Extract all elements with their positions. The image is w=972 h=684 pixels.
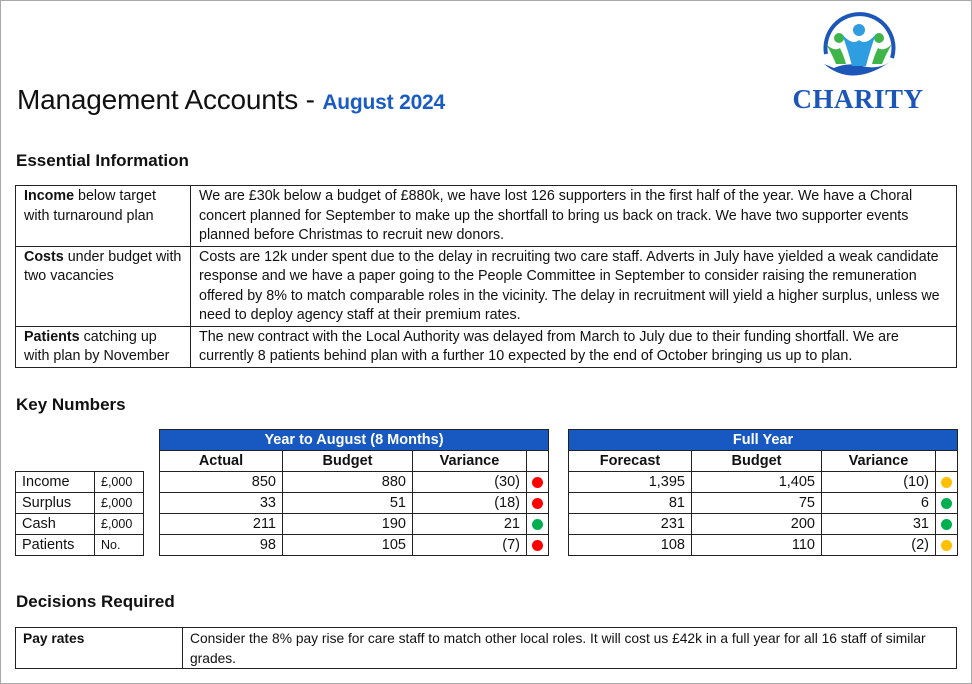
number-row bbox=[569, 514, 958, 535]
status-cell bbox=[936, 493, 958, 514]
essential-label-bold: Income bbox=[24, 188, 75, 204]
status-cell bbox=[527, 514, 549, 535]
logo-emblem-icon bbox=[782, 8, 934, 88]
key-numbers-heading: Key Numbers bbox=[16, 395, 126, 414]
metric-name: Cash bbox=[16, 514, 95, 535]
number-row bbox=[569, 535, 958, 556]
title-month: August 2024 bbox=[322, 91, 446, 114]
essential-text: We are £30k below a budget of £880k, we have lost 126 supporters in the first half of the year. We have a Choral concert planned for September to make up the shortfall to bring us back on track. We have two supporter events planned before Christmas to recruit new donors. bbox=[191, 186, 957, 247]
decisions-heading: Decisions Required bbox=[16, 592, 175, 611]
essential-label-rest: below target with turnaround plan bbox=[24, 188, 156, 224]
essential-text: Costs are 12k under spent due to the delay in recruiting two care staff. Adverts in July have yielded a weak candidate response and we have a paper going to the People Committee in September to consider raising the remuneration offered by 8% to match comparable roles in the vicinity. The delay in recruitment will yield a higher surplus, unless we need to deploy agency staff at their premium rates. bbox=[191, 246, 957, 326]
essential-label bbox=[16, 326, 191, 367]
budget-cell: 190 bbox=[283, 514, 413, 535]
status-red-icon bbox=[532, 498, 543, 509]
value-cell: 108 bbox=[569, 535, 692, 556]
status-green-icon bbox=[941, 519, 952, 530]
budget-cell: 880 bbox=[283, 472, 413, 493]
metric-unit: £,000 bbox=[95, 514, 144, 535]
status-cell bbox=[527, 472, 549, 493]
essential-label-bold: Patients bbox=[24, 328, 80, 345]
metric-row bbox=[16, 493, 144, 514]
status-amber-icon bbox=[941, 540, 952, 551]
variance-cell: (18) bbox=[413, 493, 527, 514]
status-green-icon bbox=[532, 519, 543, 530]
budget-cell: 1,405 bbox=[692, 472, 822, 493]
budget-cell: 105 bbox=[283, 535, 413, 556]
decision-label: Pay rates bbox=[16, 628, 183, 669]
value-cell: 211 bbox=[160, 514, 283, 535]
essential-label-bold: Costs bbox=[24, 248, 64, 265]
full-year-table bbox=[568, 429, 958, 556]
essential-row bbox=[16, 246, 957, 326]
metrics-table bbox=[15, 471, 144, 556]
number-row bbox=[160, 493, 549, 514]
status-red-icon bbox=[532, 477, 543, 488]
ytd-col-budget: Budget bbox=[283, 451, 413, 472]
essential-label bbox=[16, 186, 191, 247]
budget-cell: 51 bbox=[283, 493, 413, 514]
status-cell bbox=[936, 514, 958, 535]
variance-cell: 21 bbox=[413, 514, 527, 535]
title-text: Management Accounts - bbox=[17, 84, 323, 115]
logo-text: CHARITY bbox=[792, 84, 924, 114]
status-green-icon bbox=[941, 498, 952, 509]
fy-col-budget: Budget bbox=[692, 451, 822, 472]
metric-name: Patients bbox=[16, 535, 95, 556]
variance-cell: (30) bbox=[413, 472, 527, 493]
metric-unit: £,000 bbox=[95, 472, 144, 493]
essential-label-rest: catching up with plan by November bbox=[24, 328, 170, 364]
essential-row bbox=[16, 326, 957, 367]
essential-heading: Essential Information bbox=[16, 151, 189, 170]
ytd-banner: Year to August (8 Months) bbox=[160, 430, 549, 451]
status-cell bbox=[936, 472, 958, 493]
budget-cell: 110 bbox=[692, 535, 822, 556]
status-cell bbox=[527, 535, 549, 556]
ytd-col-variance: Variance bbox=[413, 451, 527, 472]
value-cell: 850 bbox=[160, 472, 283, 493]
metric-row bbox=[16, 514, 144, 535]
number-row bbox=[160, 535, 549, 556]
page-title bbox=[17, 84, 445, 116]
decision-text: Consider the 8% pay rise for care staff to match other local roles. It will cost us £42k in a full year for all 16 staff of similar grades. bbox=[183, 628, 957, 669]
status-cell bbox=[527, 493, 549, 514]
metric-row bbox=[16, 472, 144, 493]
status-cell bbox=[936, 535, 958, 556]
essential-label-rest: under budget with two vacancies bbox=[24, 248, 182, 284]
ytd-col-actual: Actual bbox=[160, 451, 283, 472]
metric-row bbox=[16, 535, 144, 556]
number-row bbox=[160, 472, 549, 493]
fy-col-forecast: Forecast bbox=[569, 451, 692, 472]
variance-cell: (2) bbox=[822, 535, 936, 556]
metric-name: Income bbox=[16, 472, 95, 493]
charity-logo bbox=[782, 8, 934, 118]
essential-row bbox=[16, 186, 957, 247]
variance-cell: (7) bbox=[413, 535, 527, 556]
metric-name: Surplus bbox=[16, 493, 95, 514]
number-row bbox=[160, 514, 549, 535]
fy-col-variance: Variance bbox=[822, 451, 936, 472]
essential-label bbox=[16, 246, 191, 326]
metric-unit: £,000 bbox=[95, 493, 144, 514]
decision-row bbox=[16, 628, 957, 669]
metric-unit: No. bbox=[95, 535, 144, 556]
budget-cell: 75 bbox=[692, 493, 822, 514]
number-row bbox=[569, 472, 958, 493]
status-amber-icon bbox=[941, 477, 952, 488]
full-year-banner: Full Year bbox=[569, 430, 958, 451]
value-cell: 98 bbox=[160, 535, 283, 556]
number-row bbox=[569, 493, 958, 514]
ytd-table bbox=[159, 429, 549, 556]
fy-col-status bbox=[936, 451, 958, 472]
status-red-icon bbox=[532, 540, 543, 551]
essential-info-table bbox=[15, 185, 957, 368]
value-cell: 33 bbox=[160, 493, 283, 514]
variance-cell: 31 bbox=[822, 514, 936, 535]
essential-text: The new contract with the Local Authority was delayed from March to July due to their funding shortfall. We are currently 8 patients behind plan with a further 10 expected by the end of October bringing us up to plan. bbox=[191, 326, 957, 367]
decisions-table bbox=[15, 627, 957, 669]
value-cell: 1,395 bbox=[569, 472, 692, 493]
variance-cell: (10) bbox=[822, 472, 936, 493]
variance-cell: 6 bbox=[822, 493, 936, 514]
value-cell: 81 bbox=[569, 493, 692, 514]
ytd-col-status bbox=[527, 451, 549, 472]
budget-cell: 200 bbox=[692, 514, 822, 535]
value-cell: 231 bbox=[569, 514, 692, 535]
